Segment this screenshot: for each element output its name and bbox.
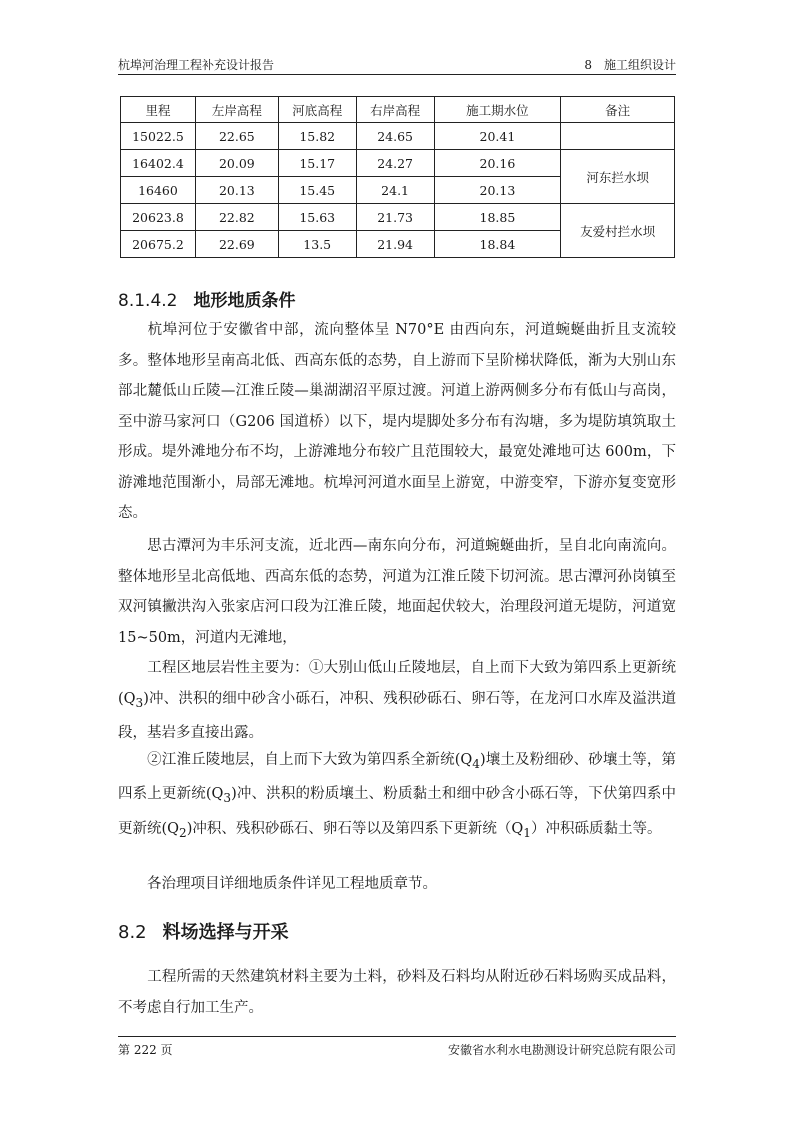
paragraph-hangbu-river (118, 315, 676, 529)
cell-left-bank: 22.69 (195, 231, 278, 258)
cell-chainage: 20675.2 (121, 231, 196, 258)
page-header (118, 52, 676, 75)
water-level-table (120, 96, 675, 258)
paragraph-text: 工程所需的天然建筑材料主要为土料，砂料及石料均从附近砂石料场购买成品料，不考虑自行加工生产。 (118, 969, 676, 1016)
cell-right-bank: 24.1 (356, 177, 434, 204)
column-header: 施工期水位 (434, 97, 561, 123)
column-header: 左岸高程 (195, 97, 278, 123)
cell-left-bank: 22.82 (195, 204, 278, 231)
cell-chainage: 16460 (121, 177, 196, 204)
column-header: 右岸高程 (356, 97, 434, 123)
header-chapter: 8 施工组织设计 (584, 58, 676, 72)
section-number: 8.1.4.2 (118, 291, 178, 311)
page-footer (118, 1036, 676, 1057)
section-heading-terrain-geology (118, 286, 295, 311)
table-row (121, 204, 675, 231)
subscript: 3 (223, 791, 232, 806)
cell-water-level: 18.84 (434, 231, 561, 258)
table-row (121, 123, 675, 150)
cell-note (561, 123, 675, 150)
cell-left-bank: 20.09 (195, 150, 278, 177)
page-number: 第 222 页 (118, 1043, 173, 1057)
cell-note: 友爱村拦水坝 (561, 204, 675, 258)
paragraph-text: 杭埠河位于安徽省中部，流向整体呈 N70°E 由西向东，河道蜿蜒曲折且支流较多。整体地形呈南高北低、西高东低的态势，自上游而下呈阶梯状降低，渐为大别山东部北麓低山丘陵—江淮丘陵—巢湖湖沼平原过渡。河道上游两侧多分布有低山与高岗，至中游马家河口（G206 国道桥）以下，堤内堤脚处多分布有沟塘，多为堤防填筑取土形成。堤外滩地分布不均，上游滩地分布较广且范围较大，最宽处滩地可达 600m，下游滩地范围渐小，局部无滩地。杭埠河河道水面呈上游宽，中游变窄，下游亦复变宽形态。 (118, 322, 676, 521)
paragraph-text: 各治理项目详细地质条件详见工程地质章节。 (147, 876, 437, 892)
paragraph-strata-jianghuai (118, 745, 676, 848)
cell-right-bank: 21.73 (356, 204, 434, 231)
paragraph-text: 工程区地层岩性主要为：①大别山低山丘陵地层，自上而下大致为第四系上更新统(Q (118, 660, 676, 707)
paragraph-materials (118, 962, 676, 1023)
paragraph-text: 思古潭河为丰乐河支流，近北西—南东向分布，河道蜿蜒曲折，呈自北向南流向。整体地形呈北高低地、西高东低的态势，河道为江淮丘陵下切河流。思古潭河孙岗镇至双河镇撇洪沟入张家店河口段为江淮丘陵，地面起伏较大，治理段河道无堤防，河道宽 15~50m，河道内无滩地， (118, 538, 676, 646)
cell-riverbed: 15.17 (278, 150, 356, 177)
paragraph-text: ②江淮丘陵地层，自上而下大致为第四系全新统(Q (147, 752, 473, 768)
cell-chainage: 16402.4 (121, 150, 196, 177)
table-row (121, 150, 675, 177)
cell-water-level: 18.85 (434, 204, 561, 231)
paragraph-text: )冲、洪积的粉质壤土、粉质黏土和细中砂含小砾石等，下伏第四系中更新统(Q (118, 786, 677, 837)
header-report-title: 杭埠河治理工程补充设计报告 (118, 58, 275, 72)
paragraph-text: ）冲积砾质黏土等。 (530, 820, 662, 837)
section-heading-material-yard (118, 918, 289, 944)
footer-organization: 安徽省水利水电勘测设计研究总院有限公司 (447, 1043, 676, 1057)
cell-riverbed: 13.5 (278, 231, 356, 258)
cell-water-level: 20.41 (434, 123, 561, 150)
cell-riverbed: 15.63 (278, 204, 356, 231)
section-number: 8.2 (118, 922, 147, 943)
subscript: 4 (472, 756, 480, 771)
cell-chainage: 15022.5 (121, 123, 196, 150)
cell-water-level: 20.13 (434, 177, 561, 204)
cell-note: 河东拦水坝 (561, 150, 675, 204)
paragraph-text: )壤土及粉细砂、砂壤土等，第四系上更新统(Q (118, 752, 677, 803)
cell-right-bank: 24.27 (356, 150, 434, 177)
column-header: 备注 (561, 97, 675, 123)
cell-left-bank: 20.13 (195, 177, 278, 204)
subscript: 3 (135, 695, 144, 710)
column-header: 河底高程 (278, 97, 356, 123)
paragraph-text: )冲积、残积砂砾石、卵石等以及第四系下更新统（Q (186, 820, 524, 837)
cell-left-bank: 22.65 (195, 123, 278, 150)
subscript: 1 (523, 825, 531, 840)
cell-chainage: 20623.8 (121, 204, 196, 231)
cell-right-bank: 24.65 (356, 123, 434, 150)
table-header-row (121, 97, 675, 123)
cell-riverbed: 15.45 (278, 177, 356, 204)
cell-riverbed: 15.82 (278, 123, 356, 150)
column-header: 里程 (121, 97, 196, 123)
paragraph-geology-reference (118, 869, 676, 900)
paragraph-text: )冲、洪积的细中砂含小砾石，冲积、残积砂砾石、卵石等，在龙河口水库及溢洪道段，基岩多直接出露。 (118, 690, 676, 741)
cell-water-level: 20.16 (434, 150, 561, 177)
cell-right-bank: 21.94 (356, 231, 434, 258)
subscript: 2 (179, 825, 187, 840)
paragraph-strata-dabie (118, 653, 676, 748)
section-title: 料场选择与开采 (162, 922, 289, 943)
section-title: 地形地质条件 (193, 291, 296, 311)
paragraph-sigutan-river (118, 531, 676, 653)
